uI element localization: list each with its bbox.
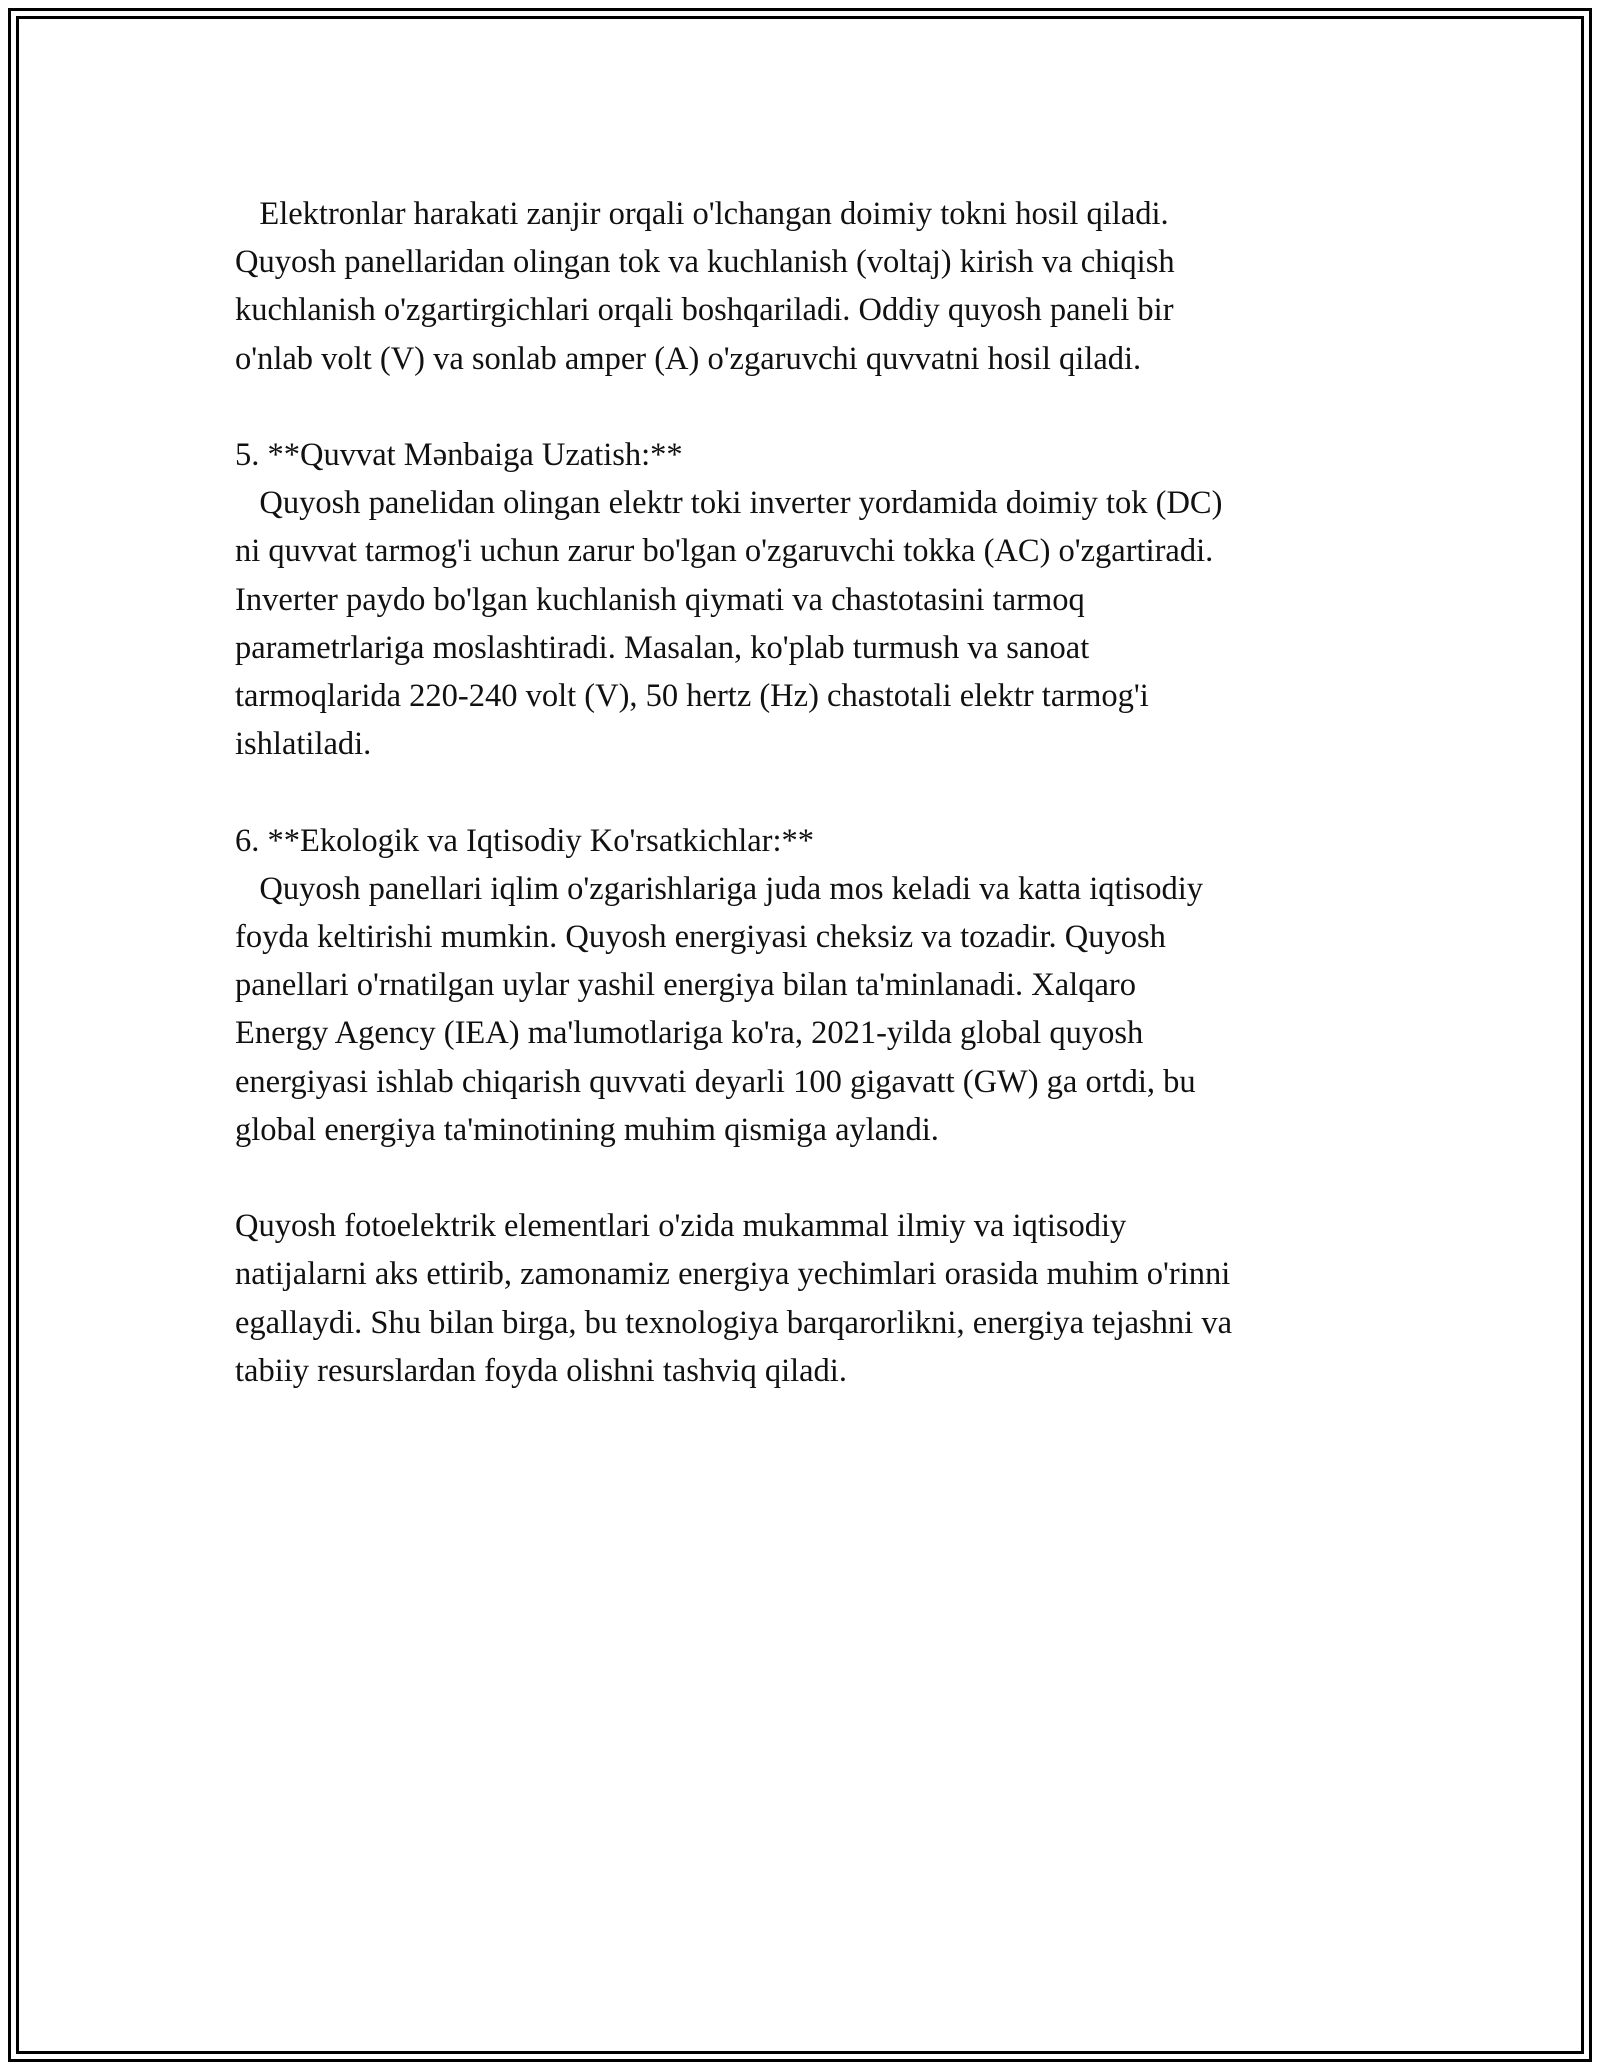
text-line: Elektronlar harakati zanjir orqali o'lchangan doimiy tokni hosil qiladi.	[235, 196, 1169, 232]
text-line: Quyosh panellaridan olingan tok va kuchlanish (voltaj) kirish va chiqish	[235, 244, 1175, 281]
paragraph-electron-flow	[235, 190, 1375, 383]
text-line: Quyosh panellari iqlim o'zgarishlariga juda mos keladi va katta iqtisodiy	[235, 870, 1204, 907]
text-line: parametrlariga moslashtiradi. Masalan, ko'plab turmush va sanoat	[235, 629, 1090, 666]
section-heading: 6. **Ekologik va Iqtisodiy Ko'rsatkichlar:**	[235, 822, 815, 859]
text-line: tarmoqlarida 220-240 volt (V), 50 hertz (Hz) chastotali elektr tarmog'i	[235, 678, 1149, 715]
document-body	[235, 190, 1375, 1443]
text-line: kuchlanish o'zgartirgichlari orqali boshqariladi. Oddiy quyosh paneli bir	[235, 292, 1174, 329]
text-line: egallaydi. Shu bilan birga, bu texnologiya barqarorlikni, energiya tejashni va	[235, 1304, 1233, 1341]
section-6-ecological-economic	[235, 817, 1375, 1154]
text-line: ni quvvat tarmog'i uchun zarur bo'lgan o'zgaruvchi tokka (AC) o'zgartiradi.	[235, 533, 1214, 570]
text-line: energiyasi ishlab chiqarish quvvati deyarli 100 gigavatt (GW) ga ortdi, bu	[235, 1063, 1196, 1100]
text-line: foyda keltirishi mumkin. Quyosh energiyasi cheksiz va tozadir. Quyosh	[235, 919, 1166, 956]
section-5-power-transfer	[235, 431, 1375, 768]
paragraph-conclusion	[235, 1202, 1375, 1395]
section-heading: 5. **Quvvat Mənbaiga Uzatish:**	[235, 437, 683, 473]
text-line: panellari o'rnatilgan uylar yashil energiya bilan ta'minlanadi. Xalqaro	[235, 967, 1136, 1004]
text-line: Inverter paydo bo'lgan kuchlanish qiymati va chastotasini tarmoq	[235, 581, 1085, 618]
text-line: ishlatiladi.	[235, 726, 372, 763]
text-line: Energy Agency (IEA) ma'lumotlariga ko'ra, 2021-yilda global quyosh	[235, 1015, 1144, 1052]
text-line: Quyosh panelidan olingan elektr toki inverter yordamida doimiy tok (DC)	[235, 485, 1223, 522]
text-line: tabiiy resurslardan foyda olishni tashviq qiladi.	[235, 1352, 847, 1389]
text-line: Quyosh fotoelektrik elementlari o'zida mukammal ilmiy va iqtisodiy	[235, 1208, 1127, 1245]
text-line: global energiya ta'minotining muhim qismiga aylandi.	[235, 1111, 939, 1148]
text-line: o'nlab volt (V) va sonlab amper (A) o'zgaruvchi quvvatni hosil qiladi.	[235, 340, 1142, 377]
text-line: natijalarni aks ettirib, zamonamiz energiya yechimlari orasida muhim o'rinni	[235, 1256, 1231, 1293]
